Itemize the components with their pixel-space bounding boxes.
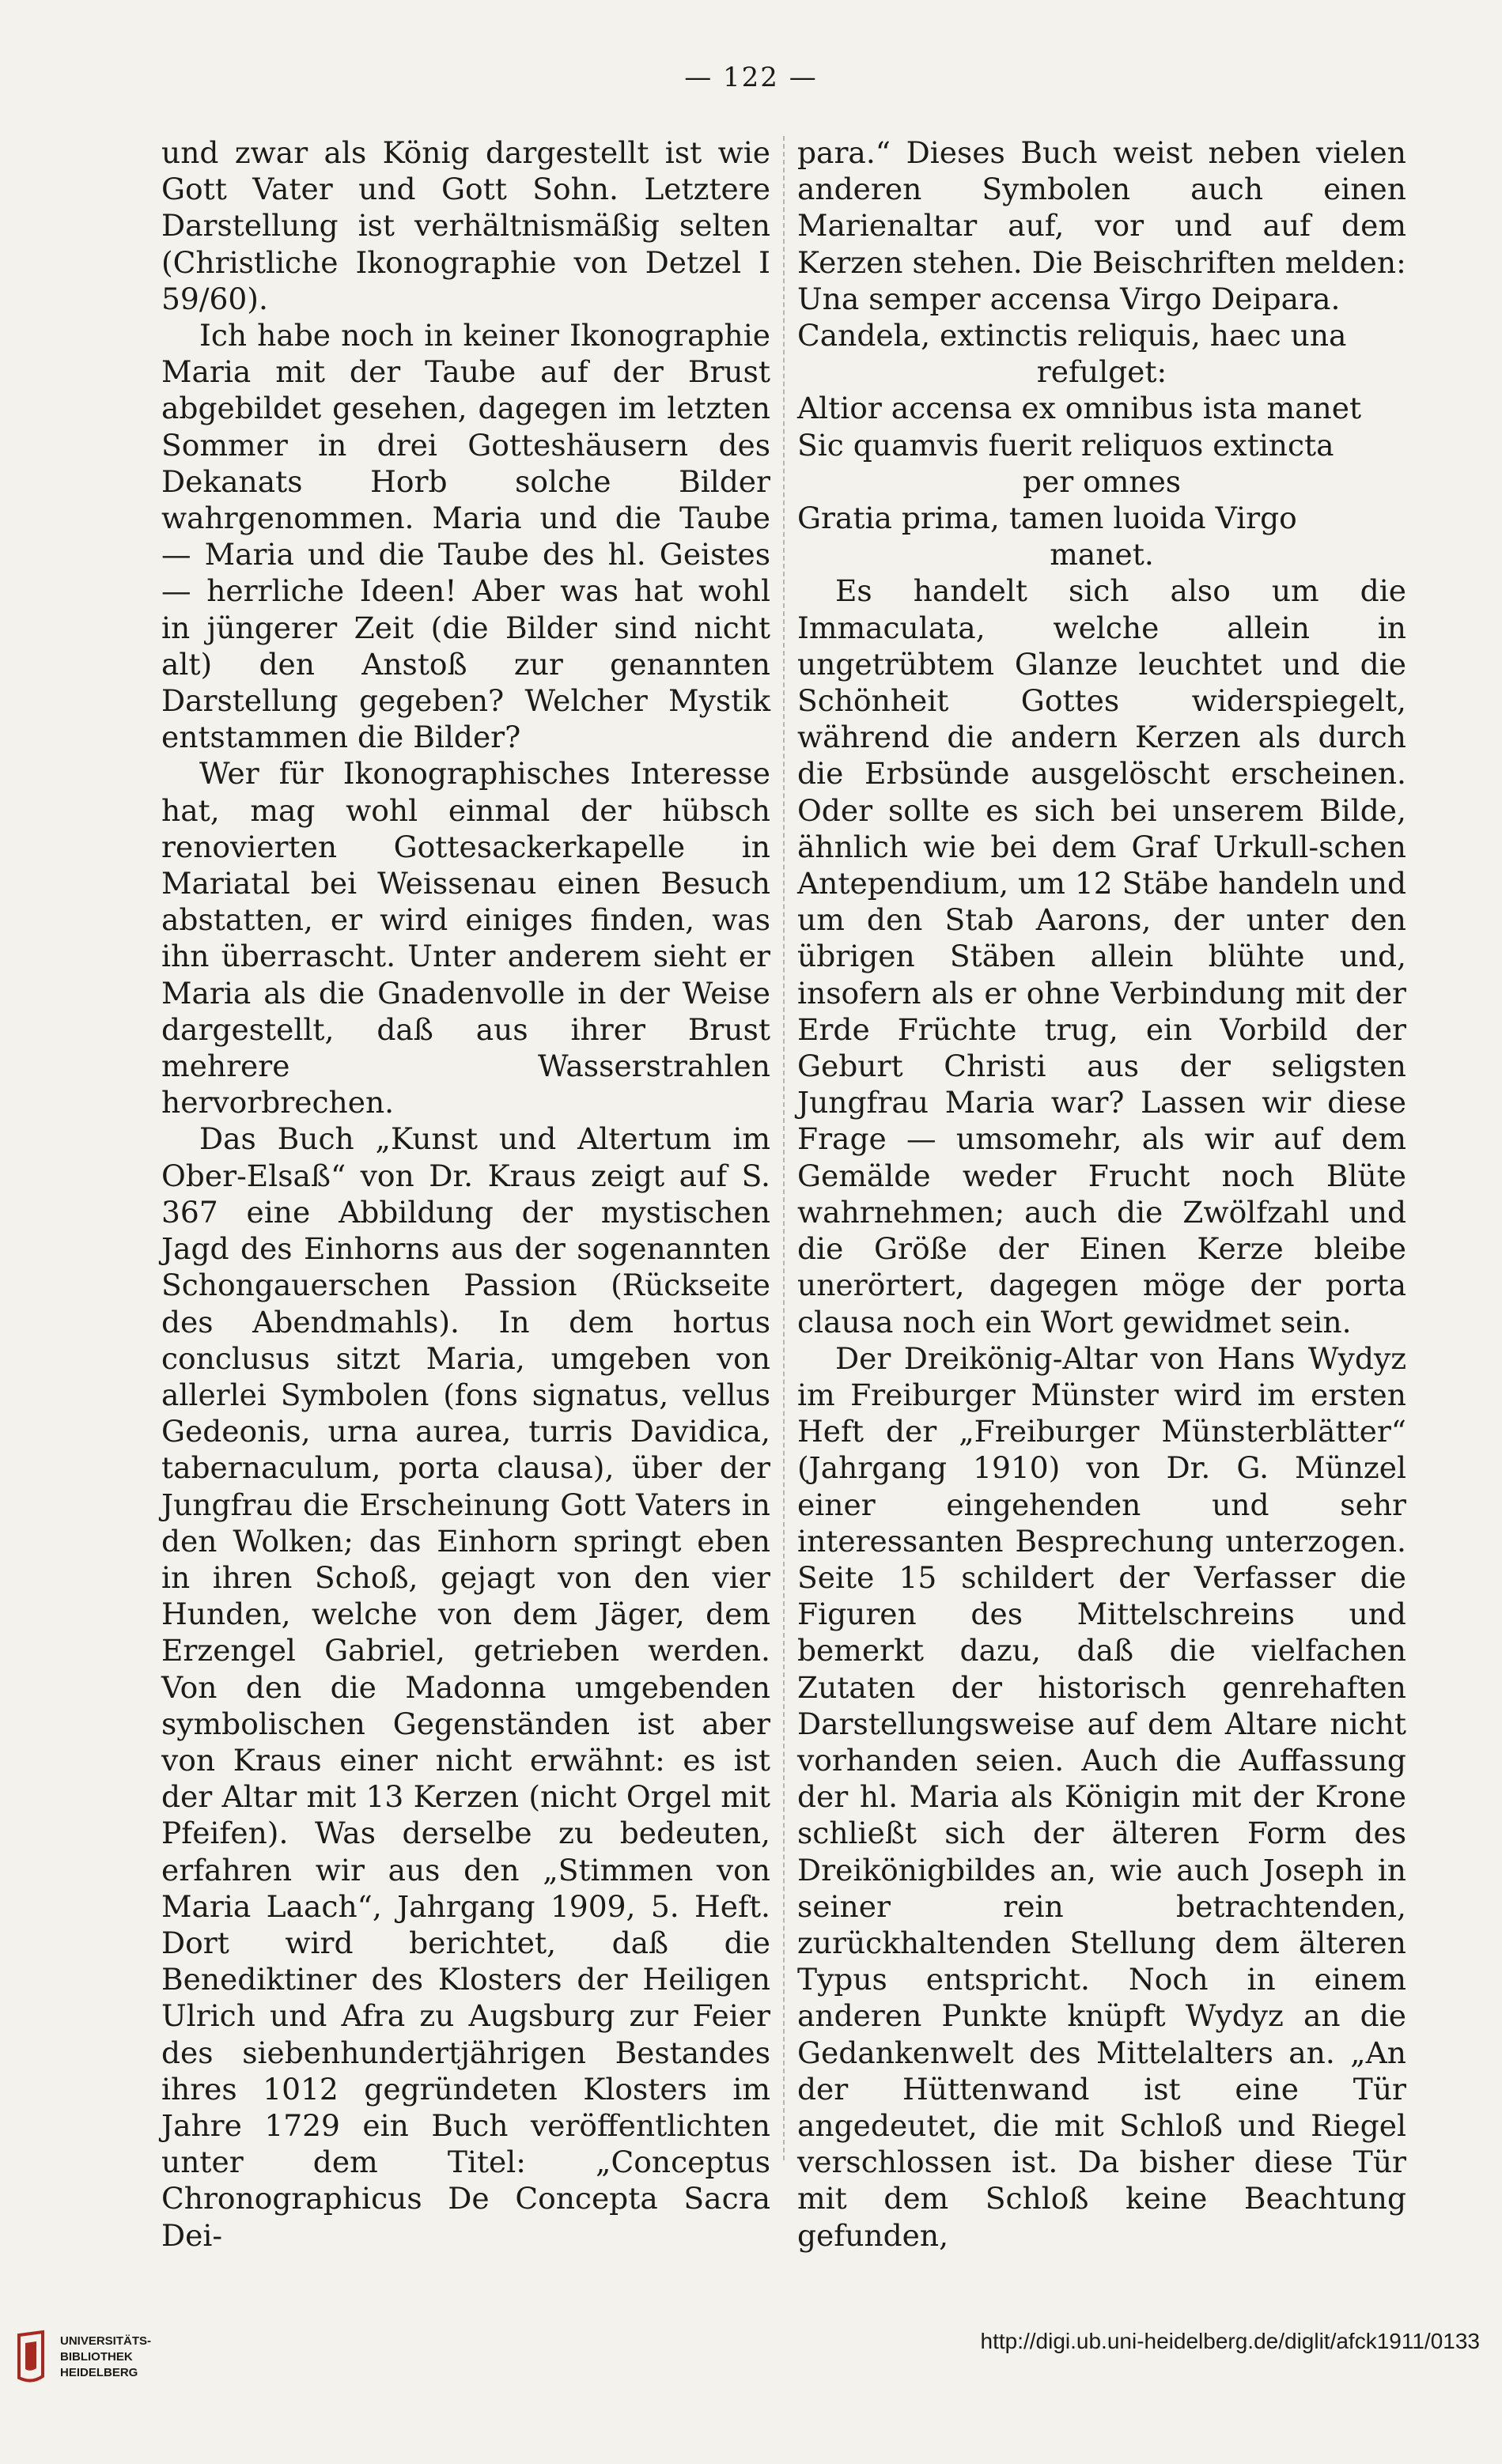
library-logo <box>14 2329 180 2439</box>
library-name <box>60 2334 151 2381</box>
latin-verse-line: refulget: <box>1036 354 1167 390</box>
footer <box>0 2329 1502 2464</box>
source-url: http://digi.ub.uni-heidelberg.de/diglit/afck1911/0133 <box>980 2329 1480 2353</box>
page-number: — 122 — <box>684 62 818 93</box>
right-paragraph-1: Es handelt sich also um die Immaculata, welche allein in ungetrübtem Glanze leuchtet und die Schönheit Gottes widerspiegelt, während die andern Kerzen als durch die Erbsünde ausgelöscht erscheinen. Oder sollte es sich bei unserem Bilde, ähnlich wie bei dem Graf Urkull-schen Antependium, um 12 Stäbe handeln und um den Stab Aarons, der unter den übrigen Stäben allein blühte und, insofern als er ohne Verbindung mit der Erde Früchte trug, ein Vorbild der Geburt Christi aus der seligsten Jungfrau Maria war? Lassen wir diese Frage — umsomehr, als wir auf dem Gemälde weder Frucht noch Blüte wahrnehmen; auch die Zwölfzahl und die Größe der Einen Kerze bleibe unerörtert, dagegen möge der porta clausa noch ein Wort gewidmet sein. <box>797 573 1406 1340</box>
right-paragraph-2: Der Dreikönig-Altar von Hans Wydyz im Freiburger Münster wird im ersten Heft der „Freiburger Münsterblätter“ (Jahrgang 1910) von Dr. G. Münzel einer eingehenden und sehr interessanten Besprechung unterzogen. Seite 15 schildert der Verfasser die Figuren des Mittelschreins und bemerkt dazu, daß die vielfachen Zutaten der historisch genrehaften Darstellungsweise auf dem Altare nicht vorhanden seien. Auch die Auffassung der hl. Maria als Königin mit der Krone schließt sich der älteren Form des Dreikönigbildes an, wie auch Joseph in seiner rein betrachtenden, zurückhaltenden Stellung dem älteren Typus entspricht. Noch in einem anderen Punkte knüpft Wydyz an die Gedankenwelt des Mittelalters an. „An der Hüttenwand ist eine Tür angedeutet, die mit Schloß und Riegel verschlossen ist. Da bisher diese Tür mit dem Schloß keine Beachtung gefunden, <box>797 1340 1406 2253</box>
left-paragraph-1: und zwar als König dargestellt ist wie Gott Vater und Gott Sohn. Letztere Darstellung ist verhältnismäßig selten (Christliche Ikonographie von Detzel I 59/60). <box>161 135 770 316</box>
library-shield-icon <box>14 2329 63 2392</box>
latin-verse-line: Altior accensa ex omnibus ista manet <box>797 391 1362 426</box>
left-paragraph-2: Ich habe noch in keiner Ikonographie Maria mit der Taube auf der Brust abgebildet gesehen, dagegen im letzten Sommer in drei Gotteshäusern des Dekanats Horb solche Bilder wahrgenommen. Maria und die Taube — Maria und die Taube des hl. Geistes — herrliche Ideen! Aber was hat wohl in jüngerer Zeit (die Bilder sind nicht alt) den Anstoß zur genannten Darstellung gegeben? Welcher Mystik entstammen die Bilder? <box>161 318 770 755</box>
library-name-line: HEIDELBERG <box>60 2366 138 2379</box>
column-divider <box>783 136 785 2160</box>
left-paragraph-4: Das Buch „Kunst und Altertum im Ober-Elsaß“ von Dr. Kraus zeigt auf S. 367 eine Abbildung der mystischen Jagd des Einhorns aus der sogenannten Schongauerschen Passion (Rückseite des Abendmahls). In dem hortus conclusus sitzt Maria, umgeben von allerlei Symbolen (fons signatus, vellus Gedeonis, urna aurea, turris Davidica, tabernaculum, porta clausa), über der Jungfrau die Erscheinung Gott Vaters in den Wolken; das Einhorn springt eben in ihren Schoß, gejagt von den vier Hunden, welche von dem Jäger, dem Erzengel Gabriel, getrieben werden. Von den die Madonna umgebenden symbolischen Gegenständen ist aber von Kraus einer nicht erwähnt: es ist der Altar mit 13 Kerzen (nicht Orgel mit Pfeifen). Was derselbe zu bedeuten, erfahren wir aus den „Stimmen von Maria Laach“, Jahrgang 1909, 5. Heft. Dort wird berichtet, daß die Benediktiner des Klosters der Heiligen Ulrich und Afra zu Augsburg zur Feier des siebenhundertjährigen Bestandes ihres 1012 gegründeten Klosters im Jahre 1729 ein Buch veröffentlichten unter dem Titel: „Conceptus Chronographicus De Concepta Sacra Dei- <box>161 1121 770 2253</box>
latin-verse-line: per omnes <box>1022 463 1182 499</box>
latin-verse-line: Candela, extinctis reliquis, haec una <box>797 318 1347 353</box>
left-column <box>161 134 770 2254</box>
right-column <box>797 134 1406 2254</box>
latin-verse-line: Sic quamvis fuerit reliquos extincta <box>797 427 1334 463</box>
left-paragraph-3: Wer für Ikonographisches Interesse hat, mag wohl einmal der hübsch renovierten Gottesackerkapelle in Mariatal bei Weissenau einen Besuch abstatten, er wird einiges finden, was ihn überrascht. Unter anderem sieht er Maria als die Gnadenvolle in der Weise dargestellt, daß aus ihrer Brust mehrere Wasserstrahlen hervorbrechen. <box>161 756 770 1121</box>
latin-verse-line: Una semper accensa Virgo Deipara. <box>797 281 1341 316</box>
library-name-line: UNIVERSITÄTS- <box>60 2334 152 2348</box>
right-intro-paragraph: para.“ Dieses Buch weist neben vielen anderen Symbolen auch einen Marienaltar auf, vor und auf dem Kerzen stehen. Die Beischriften melden: <box>797 135 1406 280</box>
latin-verse-line: Gratia prima, tamen luoida Virgo <box>797 501 1297 536</box>
library-name-line: BIBLIOTHEK <box>60 2350 133 2364</box>
latin-verse-line: manet. <box>1050 537 1154 573</box>
